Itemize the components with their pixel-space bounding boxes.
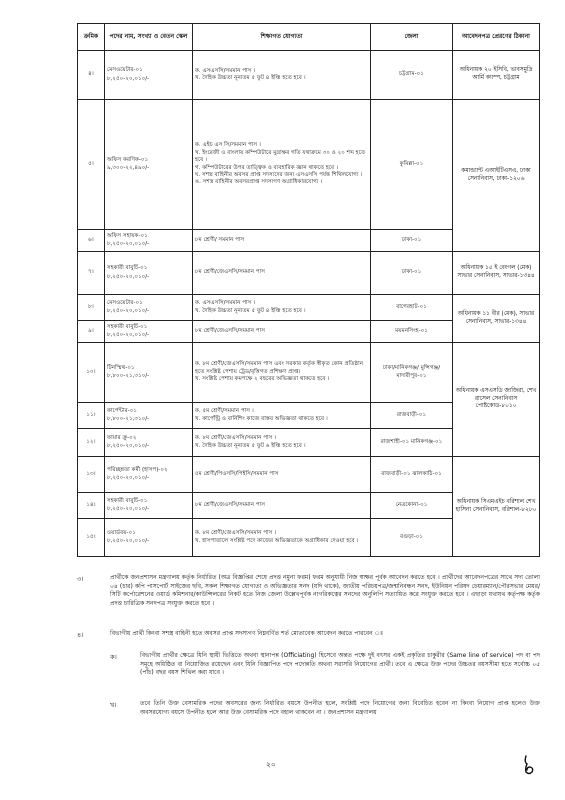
paragraph-number: ক। [110,653,117,661]
post-name: অফিস সহায়ক-০১ [107,232,148,239]
qualification-cell [193,51,371,100]
table-row [78,51,540,100]
table-row [78,343,540,403]
serial-cell: ৪। [78,51,105,100]
post-cell [105,403,193,429]
table-row [78,457,540,493]
serial-cell: ১৪। [78,493,105,519]
table-row [78,295,540,321]
header-serial: ক্রমিক [78,24,105,51]
salary-scale: ৮,২৫০-২০,০১০/- [107,332,150,338]
salary-scale: ৮,৮০০-২১,৩১০/- [107,373,150,379]
post-name: টিনস্মিথ-০১ [107,364,135,371]
qualification-cell [193,343,371,403]
post-name: মেসওয়েটার-০১ [107,67,143,74]
qualification-line: খ. হাসপাতালে সংশ্লিষ্ট পদে কাজের অভিজ্ঞতাকে অগ্রাধিকার দেওয়া হবে । [195,537,359,544]
qualification-line: খ. ইংরেজী ও বাংলায় কম্পিউটারে মুদ্রাক্ষর গতি যথাক্রমে ৩০ ও ২০ শব্দ হতে হবে । [195,149,366,164]
qualification-cell [193,429,371,457]
paragraph-number: ৪। [77,631,84,639]
paragraph-number: খ। [110,701,117,709]
district-cell: ঢাকা-০১ [371,230,453,252]
qualification-line: ক. ৮ম শ্রেণী/জেএসসি/সমমান পাস । [195,435,277,442]
table-row [78,252,540,295]
post-cell [105,295,193,321]
post-name: মেসওয়েটার-০১ [107,299,143,306]
serial-cell: ১১। [78,403,105,429]
district-cell: ঢাকা/মানিকগঞ্জ/ মুন্সিগঞ্জ/ মাদারীপুর-০১ [371,343,453,403]
salary-scale: ৮,২৫০-২০,০১০/- [107,538,150,544]
qualification-cell [193,230,371,252]
post-cell [105,429,193,457]
qualification-cell [193,457,371,493]
recruitment-table [77,23,540,557]
salary-scale: ৮,৮০০-২১,৩১০/- [107,416,150,422]
qualification-line: ঘ. সশস্ত্র বাহিনীর অবসর প্রাপ্ত সদস্যদের জন্য এসএসসি পর্যন্ত শিথিলযোগ্য । [195,171,363,178]
qualification-cell [193,295,371,321]
paragraph-4b: তবে তিনি উক্ত বেসামরিক পদের অবসরের জন্য নির্ধারিত বয়সে উপনীত হলে, সংশ্লিষ্ট পদে নিয়োগের জন্য বিবেচিত হবেন না কিংবা নিয়োগ প্রাপ্ত হলেও উক্ত অবসরযোগ্য বয়সে উপনীত হলে আর উক্ত বেসামরিক পদে বহাল থাকবেন না । জনপ্রশাসন মন্ত্রণালয় [140,700,540,716]
qualification-line: ক. ৮ম শ্রেণী/জেএসসি/সমমান পাস । [195,530,277,537]
district-cell: রাজশাহী-০১ মানিকগঞ্জ-০১ [371,429,453,457]
district-cell: বাগেরহাট-০১ [371,295,453,321]
qualification-line: ক. এসএসসি/সমমান পাস । [195,300,256,307]
qualification-line: খ. দৈহিক উচ্চতা নূন্যতম ৫ ফুট ৪ ইঞ্চি হতে হবে । [195,75,306,81]
post-cell [105,321,193,343]
handwritten-initial-mark [522,754,536,776]
paragraph-4a: বিভাগীয় প্রার্থীর ক্ষেত্রে যিনি স্থায়ী ভিত্তিতে অথবা স্থানাপন্ন (Officiating) হিসেবে অন্তত পক্ষে দুই বৎসর একই প্রকৃতির চাকুরীর (Same line of service) পদ বা পদ সমূহে অধিষ্ঠিত বা নিয়োজিত রয়েছেন এবং যিনি বিজ্ঞাপিত পদে পদোন্নতি অথবা সরাসরি নিয়োগের প্রার্থী। তবে এ ক্ষেত্রে উক্ত পদের উচ্চতর বয়সসীমা হতে সর্বোচ্চ ০৫ (পাঁচ) বছর বয়স শিথিল করা যাবে । [140,652,540,677]
district-cell: কুমিল্লা-০১ [371,100,453,230]
paragraph-3: প্রার্থীকে জনপ্রশাসন মন্ত্রণালয় কর্তৃক নির্ধারিত (অত্র বিজ্ঞপ্তির শেষে প্রদত্ত নমুনা ফরম) ফরম অনুযায়ী নিজ স্বাক্ষর পূর্বক আবেদন করতে হবে । প্রার্থীদের আবেদনপত্রের সাথে সদ্য তোলা ০৪ (চার) কপি পাসপোর্ট সাইজের ছবি, সকল শিক্ষাগত যোগ্যতা ও অভিজ্ঞতার সনদ (যদি থাকে), জাতীয় পরিচয়পত্র/জন্মনিবন্ধন সনদ, ইউনিয়ন পরিষদ চেয়ারম্যান/পৌরসভার মেয়র/সিটি কর্পোরেশনের ওয়ার্ড কমিশনার/কাউন্সিলরের নিকট হতে নিজ জেলা উল্লেখপূর্বক নাগরিকত্বের সনদের অনুলিপি সত্যায়িত করে সংযুক্ত করতে হবে । এছাড়া যথাযথ কর্তৃপক্ষ কর্তৃক প্রদত্ত চারিত্রিক সনদপত্র সংযুক্ত করতে হবে । [110,574,540,607]
address-cell: অধিনায়ক সিএমএইচ বরিশাল শেখ হাসিনা সেনানিবাস, বরিশাল-৮২৮০ [453,457,540,557]
salary-scale: ৮,২৫০-২০,০১০/- [107,308,150,314]
qualification-line: ক. ৮ম শ্রেণী/জেএসসি/সমমান পাস এবং সরকার কর্তৃক স্বীকৃত কোন প্রতিষ্ঠান হতে সংশ্লিষ্ট পেশায় ট্রেড/বৃত্তিগত প্রশিক্ষণ প্রাপ্ত। [195,361,364,375]
district-cell: বগুড়া-০১ [371,519,453,557]
qualification-line: ক. এসএসসি/সমমান পাস । [195,67,256,74]
post-cell [105,51,193,100]
post-name: সহকারী বাবুর্চি-০১ [107,497,148,504]
district-cell: রাজবাড়ী-০১ ঝালকাঠি-০১ [371,457,453,493]
serial-cell: ১৫। [78,519,105,557]
post-cell [105,343,193,403]
district-cell: নেত্রকোনা-০১ [371,493,453,519]
post-cell [105,100,193,230]
salary-scale: ৮,২৫০-২০,০১০/- [107,443,150,449]
salary-scale: ৮,২৫০-২০,০১০/- [107,506,150,512]
post-cell [105,457,193,493]
qualification-cell [193,493,371,519]
qualification-line: ক. ৫ম শ্রেণী/সমমান পাস । [195,408,254,415]
post-cell [105,519,193,557]
serial-cell: ৬। [78,230,105,252]
qualification-line: ঙ. সশস্ত্র বাহিনীর অবসরপ্রাপ্ত সদস্যগণ অগ্রাধিকারযোগ্য । [195,179,323,186]
table-row [78,100,540,230]
district-cell: ময়মনসিংহ-০১ [371,321,453,343]
header-qualification: শিক্ষাগত যোগ্যতা [193,24,371,51]
serial-cell: ৫। [78,100,105,230]
qualification-cell [193,100,371,230]
qualification-cell [193,519,371,557]
paragraph-number: ৩। [77,575,84,583]
post-cell [105,493,193,519]
address-cell: অধিনায়ক ১৫ ই বেংগল (মেক) সাভার সেনানিবাস, সাভার-১৩৪৪ [453,252,540,295]
qualification-cell [193,321,371,343]
address-cell: অধিনায়ক ১১ বীর (মেক), সাভার সেনানিবাস, সাভার-১৩৪৪ [453,295,540,343]
qualification-line: খ. দৈহিক উচ্চতা নূন্যতম ৫ ফুট ৬ ইঞ্চি হতে হবে । [195,442,306,449]
district-cell: ঢাকা-০১ [371,252,453,295]
qualification-line: খ. দৈহিক উচ্চতা নূন্যতম ৫ ফুট ৪ ইঞ্চি হতে হবে । [195,307,306,314]
page-number: ২০ [266,760,276,769]
serial-cell: ৭। [78,252,105,295]
qualification-line: ৫ম শ্রেণী/পিএসসি/পিইসি/সমমান পাস [195,470,279,477]
post-name: সহকারী বাবুর্চি-০১ [107,323,148,330]
post-name: ফায়ার ক্রু-০২ [107,434,137,441]
serial-cell: ৮। [78,295,105,321]
qualification-line: ৮ম শ্রেণী/জেএসসি/সমমান পাস [195,269,265,276]
salary-scale: ৮,২৫০-২০,০১০/- [107,273,150,280]
qualification-cell [193,403,371,429]
serial-cell: ৯। [78,321,105,343]
qualification-line: ৮ম শ্রেণী/ সমমান পাস [195,236,245,243]
address-cell: অধিনায়ক ২০ ইসিবি, ভাবসমুদ্রি আর্মি ক্যাম্প, চট্টগ্রাম [453,51,540,100]
qualification-line: ৮ম শ্রেণী/জেএসসি/সমমান পাস [195,327,265,334]
qualification-line: খ. সংশ্লিষ্ট পেশায় কমপক্ষে ২ বছরের অভিজ্ঞতা থাকতে হবে । [195,376,330,383]
district-cell: রাজবাড়ী-০১ [371,403,453,429]
header-district: জেলা [371,24,453,51]
salary-scale: ৮,২৫০-২০,০১০/- [107,75,150,82]
qualification-line: গ. কম্পিউটারের উপর তাত্ত্বিক ও ব্যবহারিক জ্ঞান থাকতে হবে । [195,164,338,171]
paragraph-4: বিভাগীয় প্রার্থী কিংবা সশস্ত্র বাহিনী হতে অবসর প্রাপ্ত সদস্যগণ নিম্নবর্ণিত শর্ত মোতাবেক আবেদন করতে পারবেন ঃ [110,630,384,637]
header-post: পদের নাম, সংখ্যা ও বেতন স্কেল [105,24,193,51]
post-name: পরিচ্ছন্নতা কর্মী (হাসপ)-০২ [107,466,168,473]
qualification-cell [193,252,371,295]
post-cell [105,252,193,295]
address-cell: কমান্ড্যান্ট এআইটিএসএ, ঢাকা সেনানিবাস, ঢাকা-১২০৬ [453,100,540,252]
salary-scale: ৯,৩০০-২২,৪৯০/- [107,165,150,171]
serial-cell: ১৩। [78,457,105,493]
serial-cell: ১০। [78,343,105,403]
qualification-line: ৮ম শ্রেণী/জেএসসি/সমমান পাস [195,501,265,508]
post-name: কার্পেন্টার-০১ [107,407,137,414]
address-cell: অধিনায়ক এসএসডি জাজিরা, শেখ রাসেল সেনানিবাস পোষ্টকোড-৮০১০ [453,343,540,457]
post-name: অফিস করণিক-০১ [107,156,149,163]
qualification-line: ক. এইচ এস সি/সমমান পাস । [195,142,261,149]
header-address: আবেদনপত্র প্রেরণের ঠিকানা [453,24,540,51]
post-cell [105,230,193,252]
post-name: সহকারী বাবুর্চি-০১ [107,265,148,272]
district-cell: চট্টগ্রাম-০১ [371,51,453,100]
serial-cell: ১২। [78,429,105,457]
table-header-row [78,24,540,51]
salary-scale: ৮,২৫০-২০,০১০/- [107,475,150,481]
post-name: ওয়ার্ডবয়-০১ [107,529,136,536]
salary-scale: ৮,২৫০-২০,০১০/- [107,241,150,247]
qualification-line: খ. কার্পেন্ট্রি ও বার্নিশিং কাজে বাস্তব অভিজ্ঞতা থাকতে হবে । [195,415,328,422]
